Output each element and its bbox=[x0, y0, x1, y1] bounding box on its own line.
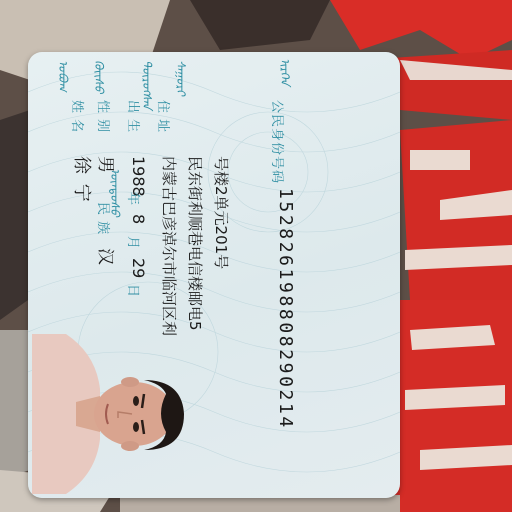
address-line-3: 号楼2单元201号 bbox=[212, 156, 230, 270]
id-number: 152826198808290214 bbox=[275, 188, 296, 430]
mongolian-ethnicity-label: ᠦᠨᠳᠦᠰᠦ bbox=[108, 168, 122, 217]
address-line-2: 民东街利顺巷电信楼邮电5 bbox=[186, 156, 204, 331]
portrait-photo bbox=[32, 334, 196, 494]
mongolian-gender-label: ᠬᠦᠢᠰᠦ bbox=[92, 60, 106, 94]
mongolian-birth-label: ᠲᠥᠷᠦᠭᠰᠡᠨ bbox=[140, 60, 154, 110]
birth-month-unit: 月 bbox=[125, 236, 140, 251]
gender-value: 男 bbox=[95, 156, 115, 173]
birth-day: 29 bbox=[129, 258, 148, 279]
address-line-1: 内蒙古巴彦淖尔市临河区利 bbox=[160, 156, 178, 337]
birth-month: 8 bbox=[129, 214, 148, 225]
birth-year: 1988 bbox=[129, 156, 148, 197]
mongolian-id-label: ᠢᠷᠭᠡᠨ bbox=[278, 58, 292, 86]
id-card bbox=[28, 52, 400, 498]
birth-year-unit: 年 bbox=[125, 192, 140, 207]
mongolian-name-label: ᠣᠪᠣᠭ bbox=[56, 60, 70, 92]
card-content bbox=[28, 52, 400, 498]
mongolian-address-label: ᠰᠠᠭᠤᠷᠢ bbox=[174, 60, 188, 96]
gender-label: 性 别 bbox=[95, 100, 110, 134]
birth-label: 出 生 bbox=[125, 100, 140, 134]
ethnicity-label: 民 族 bbox=[95, 202, 110, 236]
birth-day-unit: 日 bbox=[125, 284, 140, 299]
ethnicity-value: 汉 bbox=[95, 248, 115, 265]
address-label: 住 址 bbox=[155, 100, 170, 134]
id-label: 公民身份号码 bbox=[269, 100, 284, 185]
name-label: 姓 名 bbox=[69, 100, 84, 134]
name-value: 徐 宁 bbox=[71, 156, 92, 204]
